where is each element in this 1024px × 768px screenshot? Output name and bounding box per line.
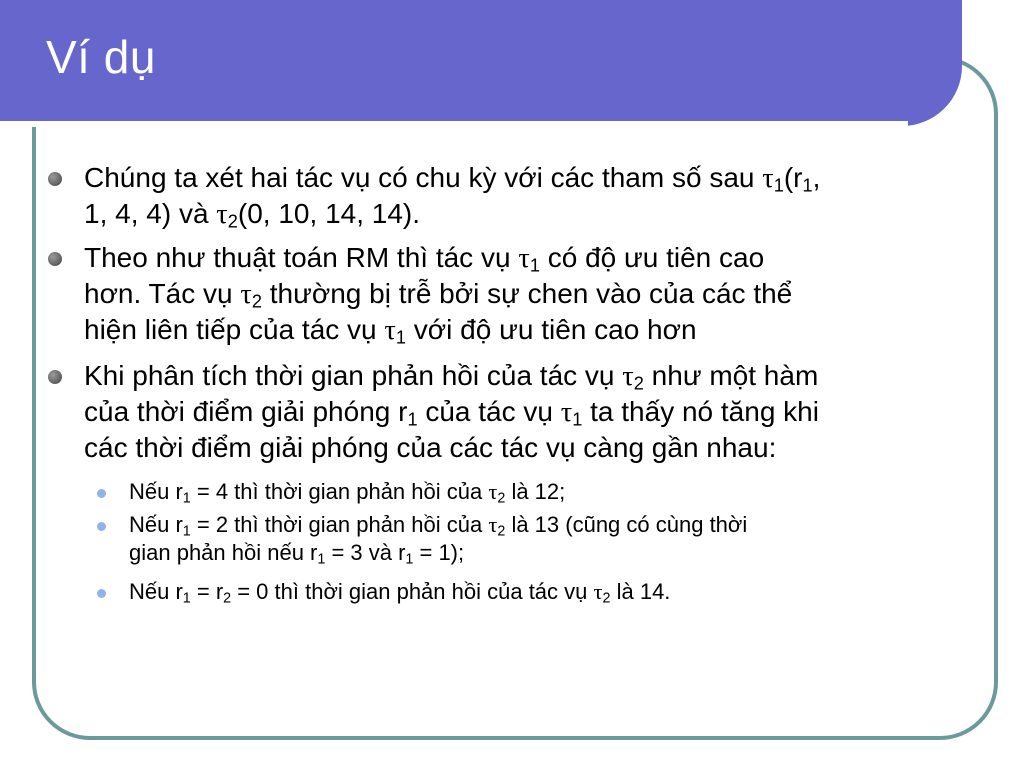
tau-symbol: τ — [560, 397, 573, 428]
bullet-item — [84, 240, 994, 348]
subscript: 1 — [182, 490, 191, 507]
bullet-line — [129, 578, 979, 606]
text-run: thường bị trễ bởi sự chen vào của các thể — [261, 278, 793, 309]
text-run: (0, 10, 14, 14). — [237, 198, 421, 229]
bullet-line — [84, 430, 994, 465]
bullet-dot — [48, 252, 62, 266]
text-run: hơn. Tác vụ — [84, 278, 241, 309]
bullet-item — [84, 358, 994, 465]
tau-symbol: τ — [216, 199, 228, 230]
subscript: 2 — [497, 523, 506, 540]
bullet-line — [84, 196, 994, 232]
sub-bullet-item — [129, 511, 979, 567]
text-run: là 12; — [505, 479, 566, 504]
bullet-item — [84, 160, 994, 232]
subscript: 1 — [182, 590, 191, 607]
subscript: 1 — [529, 255, 540, 276]
text-run: ta thấy nó tăng khi — [582, 396, 819, 427]
subscript: 1 — [572, 409, 583, 430]
bullet-line — [129, 539, 979, 567]
text-run: có độ ưu tiên cao — [539, 242, 765, 273]
sub-bullet-item — [129, 478, 979, 506]
subscript: 2 — [223, 590, 232, 607]
text-run: gian phản hồi nếu r — [129, 540, 318, 565]
slide-title: Ví dụ — [46, 31, 156, 83]
tau-symbol: τ — [762, 163, 774, 194]
tau-symbol: τ — [384, 315, 396, 346]
bullet-dot — [48, 172, 62, 186]
bullet-dot — [48, 370, 62, 384]
sub-bullet-dot — [97, 522, 106, 531]
text-run: với độ ưu tiên cao hơn — [406, 314, 697, 345]
text-run: Nếu r — [129, 479, 183, 504]
subscript: 1 — [182, 523, 191, 540]
subscript: 1 — [317, 551, 326, 568]
bullet-line — [84, 394, 994, 430]
text-run: = 4 thì thời gian phản hồi của — [190, 479, 489, 504]
bullet-line — [84, 276, 994, 312]
text-run: = 3 và r — [325, 540, 406, 565]
bullet-line — [84, 240, 994, 276]
bullet-line — [84, 312, 994, 348]
text-run: các thời điểm giải phóng của các tác vụ càng gần nhau: — [84, 432, 777, 463]
bullet-line — [129, 511, 979, 539]
text-run: = 2 thì thời gian phản hồi của — [190, 512, 489, 537]
subscript: 1 — [405, 551, 414, 568]
subscript: 2 — [633, 373, 644, 394]
bullet-line — [129, 478, 979, 506]
text-run: = 1); — [413, 540, 465, 565]
subscript: 1 — [395, 327, 407, 348]
subscript: 1 — [802, 175, 813, 196]
tau-symbol: τ — [488, 479, 498, 504]
bullet-line — [84, 160, 994, 196]
text-run: 1, 4, 4) và — [84, 198, 217, 229]
text-run: của thời điểm giải phóng r — [84, 396, 408, 427]
text-run: như một hàm — [643, 360, 819, 391]
text-run: Khi phân tích thời gian phản hồi của tác vụ — [84, 360, 623, 391]
text-run: là 13 (cũng có cùng thời — [505, 512, 748, 537]
sub-bullet-item — [129, 578, 979, 606]
subscript: 2 — [497, 490, 506, 507]
subscript: 2 — [251, 291, 262, 312]
title-underline — [0, 121, 908, 127]
tau-symbol: τ — [622, 361, 634, 392]
text-run: (r — [783, 162, 803, 193]
text-run: = 0 thì thời gian phản hồi của tác vụ — [231, 579, 594, 604]
text-run: Nếu r — [129, 512, 183, 537]
subscript: 2 — [227, 211, 238, 232]
text-run: hiện liên tiếp của tác vụ — [84, 314, 385, 345]
bullet-line — [84, 358, 994, 394]
sub-bullet-dot — [97, 489, 106, 498]
subscript: 1 — [773, 175, 784, 196]
text-run: Theo như thuật toán RM thì tác vụ — [84, 242, 519, 273]
subscript: 2 — [602, 590, 611, 607]
sub-bullet-dot — [97, 589, 106, 598]
tau-symbol: τ — [593, 579, 603, 604]
text-run: là 14. — [610, 579, 671, 604]
subscript: 1 — [407, 409, 418, 430]
text-run: , — [812, 162, 821, 193]
tau-symbol: τ — [488, 512, 498, 537]
text-run: = r — [190, 579, 224, 604]
text-run: Chúng ta xét hai tác vụ có chu kỳ với các tham số sau — [84, 162, 763, 193]
tau-symbol: τ — [240, 279, 252, 310]
tau-symbol: τ — [518, 243, 530, 274]
text-run: Nếu r — [129, 579, 183, 604]
text-run: của tác vụ — [417, 396, 561, 427]
